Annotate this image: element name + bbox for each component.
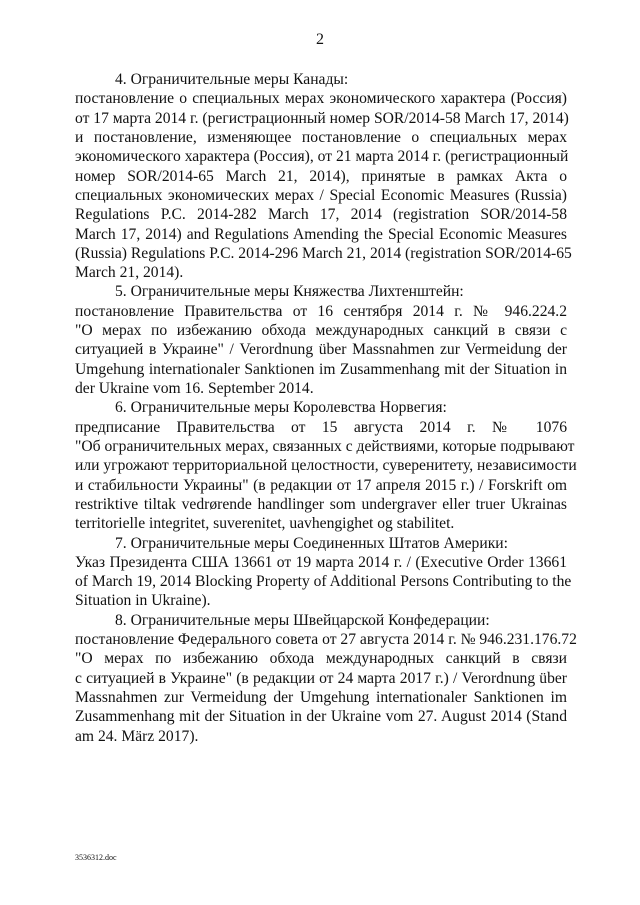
paragraph-line: или угрожают территориальной целостности, суверенитету, независимости [75,457,577,475]
section-heading: 4. Ограничительные меры Канады: [115,71,349,88]
paragraph-line: "О мерах по избежанию обхода международных санкций в связи [75,650,567,668]
section-5 [75,282,567,398]
section-heading: 7. Ограничительные меры Соединенных Штатов Америки: [115,534,508,552]
paragraph-line: der Ukraine vom 16. September 2014. [75,380,314,397]
paragraph-line: territorielle integritet, suverenitet, uavhengighet og stabilitet. [75,515,455,533]
page-number: 2 [316,31,324,48]
paragraph-line: постановление Правительства от 16 сентября 2014 г. № 946.224.2 [75,302,567,320]
paragraph-line: ситуацией в Украине" / Verordnung über Massnahmen zur Vermeidung der [75,341,567,359]
section-heading: 8. Ограничительные меры Швейцарской Конфедерации: [115,611,490,629]
paragraph-line: экономического характера (Россия), от 21 марта 2014 г. (регистрационный [75,148,569,166]
section-4 [75,70,572,282]
paragraph-line: Situation in Ukraine). [75,592,211,610]
section-6 [75,398,577,533]
paragraph-line: March 17, 2014) and Regulations Amending the Special Economic Measures [75,225,567,243]
section-7 [75,534,572,611]
paragraph-line: постановление о специальных мерах экономического характера (Россия) [75,90,567,108]
paragraph-line: "Об ограничительных мерах, связанных с действиями, которые подрывают [75,437,575,455]
paragraph-line: и стабильности Украины" (в редакции от 17 апреля 2015 г.) / Forskrift om [75,476,567,494]
section-heading: 5. Ограничительные меры Княжества Лихтенштейн: [115,283,464,301]
paragraph-line: (Russia) Regulations P.C. 2014-296 March 21, 2014 (registration SOR/2014-65 [75,244,572,262]
section-heading: 6. Ограничительные меры Королевства Норвегия: [115,399,447,417]
document-body [75,70,577,746]
section-8 [75,611,577,746]
paragraph-line: с ситуацией в Украине" (в редакции от 24 марта 2017 г.) / Verordnung über [75,669,567,687]
paragraph-line: Указ Президента США 13661 от 19 марта 2014 г. / (Executive Order 13661 [75,553,567,571]
paragraph-line: Zusammenhang mit der Situation in der Ukraine vom 27. August 2014 (Stand [75,708,567,726]
paragraph-line: постановление Федерального совета от 27 августа 2014 г. № 946.231.176.72 [75,631,577,649]
footer-filename: 3536312.doc [75,853,117,862]
paragraph-line: Massnahmen zur Vermeidung der Umgehung internationaler Sanktionen im [75,689,567,706]
paragraph-line: номер SOR/2014-65 March 21, 2014), принятые в рамках Акта о [75,167,567,185]
paragraph-line: специальных экономических мерах / Special Economic Measures (Russia) [75,186,567,204]
paragraph-line: "О мерах по избежанию обхода международных санкций в связи с [75,322,567,340]
paragraph-line: Regulations P.C. 2014-282 March 17, 2014 (registration SOR/2014-58 [75,206,567,224]
paragraph-line: Umgehung internationaler Sanktionen im Zusammenhang mit der Situation in [75,360,567,378]
paragraph-line: предписание Правительства от 15 августа 2014 г. № 1076 [75,418,567,436]
paragraph-line: от 17 марта 2014 г. (регистрационный номер SOR/2014-58 March 17, 2014) [75,109,569,127]
paragraph-line: of March 19, 2014 Blocking Property of Additional Persons Contributing to the [75,573,572,591]
paragraph-line: и постановление, изменяющее постановление о специальных мерах [75,128,567,146]
paragraph-line: restriktive tiltak vedrørende handlinger som undergraver eller truer Ukrainas [75,495,567,513]
paragraph-line: am 24. März 2017). [75,727,199,745]
paragraph-line: March 21, 2014). [75,264,184,282]
